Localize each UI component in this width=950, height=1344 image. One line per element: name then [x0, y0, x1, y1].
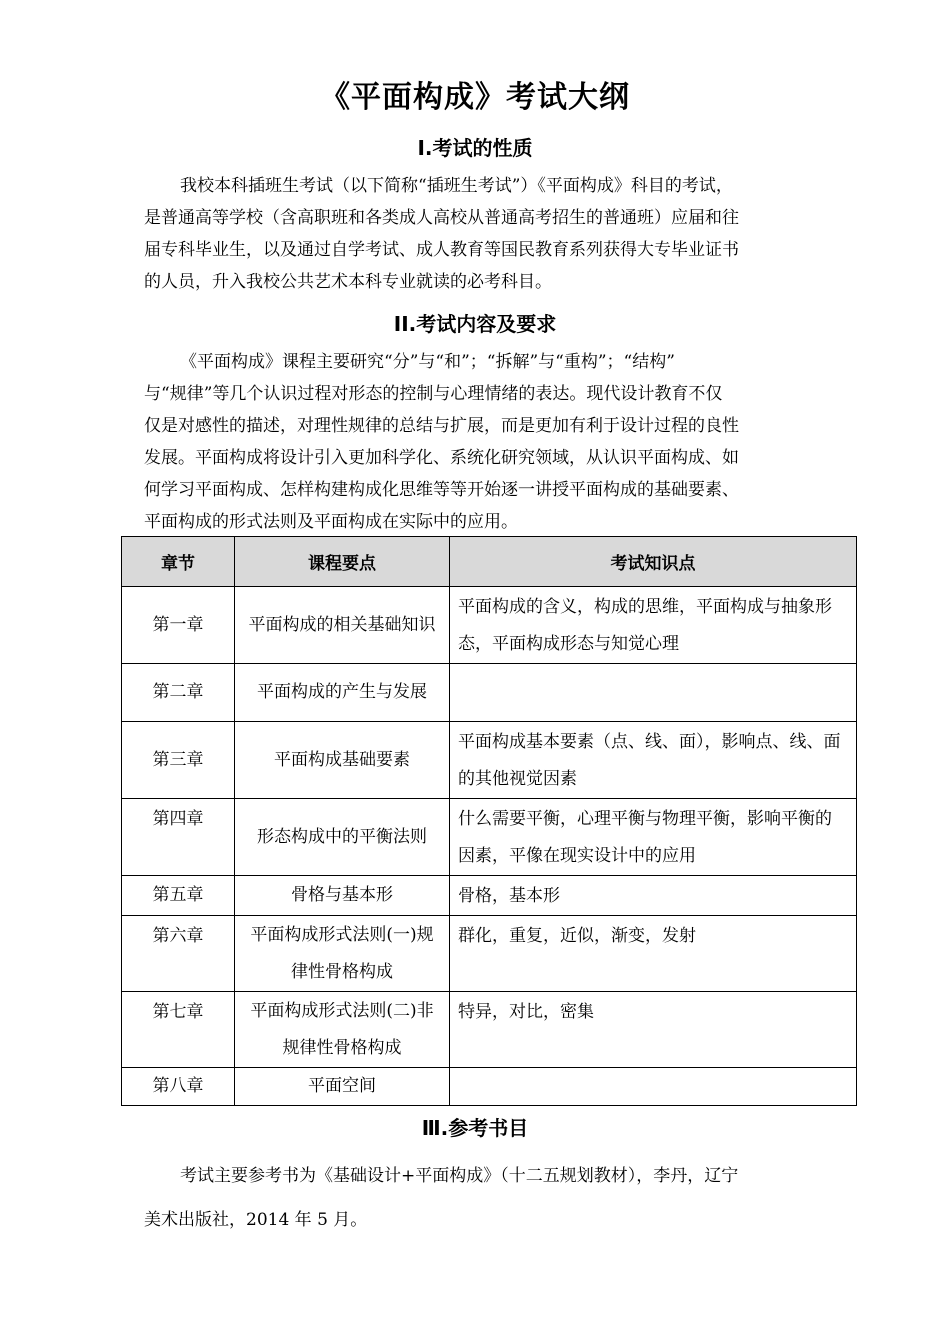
knowledge-cell: 群化，重复，近似，渐变，发射: [450, 916, 857, 992]
table-row: [122, 916, 857, 992]
chapter-cell: 第八章: [122, 1068, 235, 1106]
knowledge-cell: 什么需要平衡，心理平衡与物理平衡，影响平衡的因素，平像在现实设计中的应用: [450, 799, 857, 876]
table-row: [122, 876, 857, 916]
section-1-paragraph: [144, 170, 808, 298]
course-point-cell: 平面空间: [235, 1068, 450, 1106]
paragraph-line: 是普通高等学校（含高职班和各类成人高校从普通高考招生的普通班）应届和往: [144, 208, 739, 228]
table-row: [122, 664, 857, 722]
knowledge-cell: 平面构成的含义，构成的思维，平面构成与抽象形态，平面构成形态与知觉心理: [450, 587, 857, 664]
paragraph-line: 届专科毕业生，以及通过自学考试、成人教育等国民教育系列获得大专毕业证书: [144, 240, 739, 260]
chapter-cell: 第四章: [122, 799, 235, 876]
table-row: [122, 799, 857, 876]
knowledge-cell: 骨格，基本形: [450, 876, 857, 916]
paragraph-line: 《平面构成》课程主要研究“分”与“和”；“拆解”与“重构”；“结构”: [180, 352, 675, 372]
chapter-cell: 第三章: [122, 722, 235, 799]
syllabus-table: [121, 536, 857, 1106]
section-3-heading: Ⅲ.参考书目: [421, 1116, 529, 1140]
header-chapter: 章节: [122, 537, 235, 587]
section-3-paragraph: [144, 1154, 808, 1242]
course-point-cell: 平面构成基础要素: [235, 722, 450, 799]
knowledge-cell: [450, 1068, 857, 1106]
knowledge-cell: 特异，对比，密集: [450, 992, 857, 1068]
table-row: [122, 1068, 857, 1106]
paragraph-line: 考试主要参考书为《基础设计+平面构成》（十二五规划教材），李丹，辽宁: [180, 1166, 739, 1186]
course-point-cell: 骨格与基本形: [235, 876, 450, 916]
chapter-cell: 第七章: [122, 992, 235, 1068]
table-row: [122, 722, 857, 799]
course-point-cell: 形态构成中的平衡法则: [235, 799, 450, 876]
paragraph-line: 与“规律”等几个认识过程对形态的控制与心理情绪的表达。现代设计教育不仅: [144, 384, 723, 404]
knowledge-cell: [450, 664, 857, 722]
table-row: [122, 587, 857, 664]
paragraph-line: 我校本科插班生考试（以下简称“插班生考试”）《平面构成》科目的考试，: [180, 176, 733, 196]
table-row: [122, 992, 857, 1068]
paragraph-line: 仅是对感性的描述，对理性规律的总结与扩展，而是更加有利于设计过程的良性: [144, 416, 739, 436]
paragraph-line: 平面构成的形式法则及平面构成在实际中的应用。: [144, 512, 518, 532]
paragraph-line: 的人员，升入我校公共艺术本科专业就读的必考科目。: [144, 272, 552, 292]
paragraph-line: 美术出版社，2014 年 5 月。: [144, 1210, 368, 1230]
section-1-heading: I.考试的性质: [417, 136, 533, 160]
chapter-cell: 第五章: [122, 876, 235, 916]
document-title: 《平面构成》考试大纲: [320, 80, 630, 115]
chapter-cell: 第六章: [122, 916, 235, 992]
paragraph-line: 何学习平面构成、怎样构建构成化思维等等开始逐一讲授平面构成的基础要素、: [144, 480, 739, 500]
table-header-row: [122, 537, 857, 587]
course-point-cell: 平面构成形式法则(一)规律性骨格构成: [235, 916, 450, 992]
section-2-paragraph: [144, 346, 808, 538]
chapter-cell: 第二章: [122, 664, 235, 722]
chapter-cell: 第一章: [122, 587, 235, 664]
section-2-heading: II.考试内容及要求: [393, 312, 557, 336]
knowledge-cell: 平面构成基本要素（点、线、面），影响点、线、面的其他视觉因素: [450, 722, 857, 799]
course-point-cell: 平面构成的相关基础知识: [235, 587, 450, 664]
header-course-points: 课程要点: [235, 537, 450, 587]
paragraph-line: 发展。平面构成将设计引入更加科学化、系统化研究领域，从认识平面构成、如: [144, 448, 739, 468]
course-point-cell: 平面构成形式法则(二)非规律性骨格构成: [235, 992, 450, 1068]
course-point-cell: 平面构成的产生与发展: [235, 664, 450, 722]
header-exam-points: 考试知识点: [450, 537, 857, 587]
